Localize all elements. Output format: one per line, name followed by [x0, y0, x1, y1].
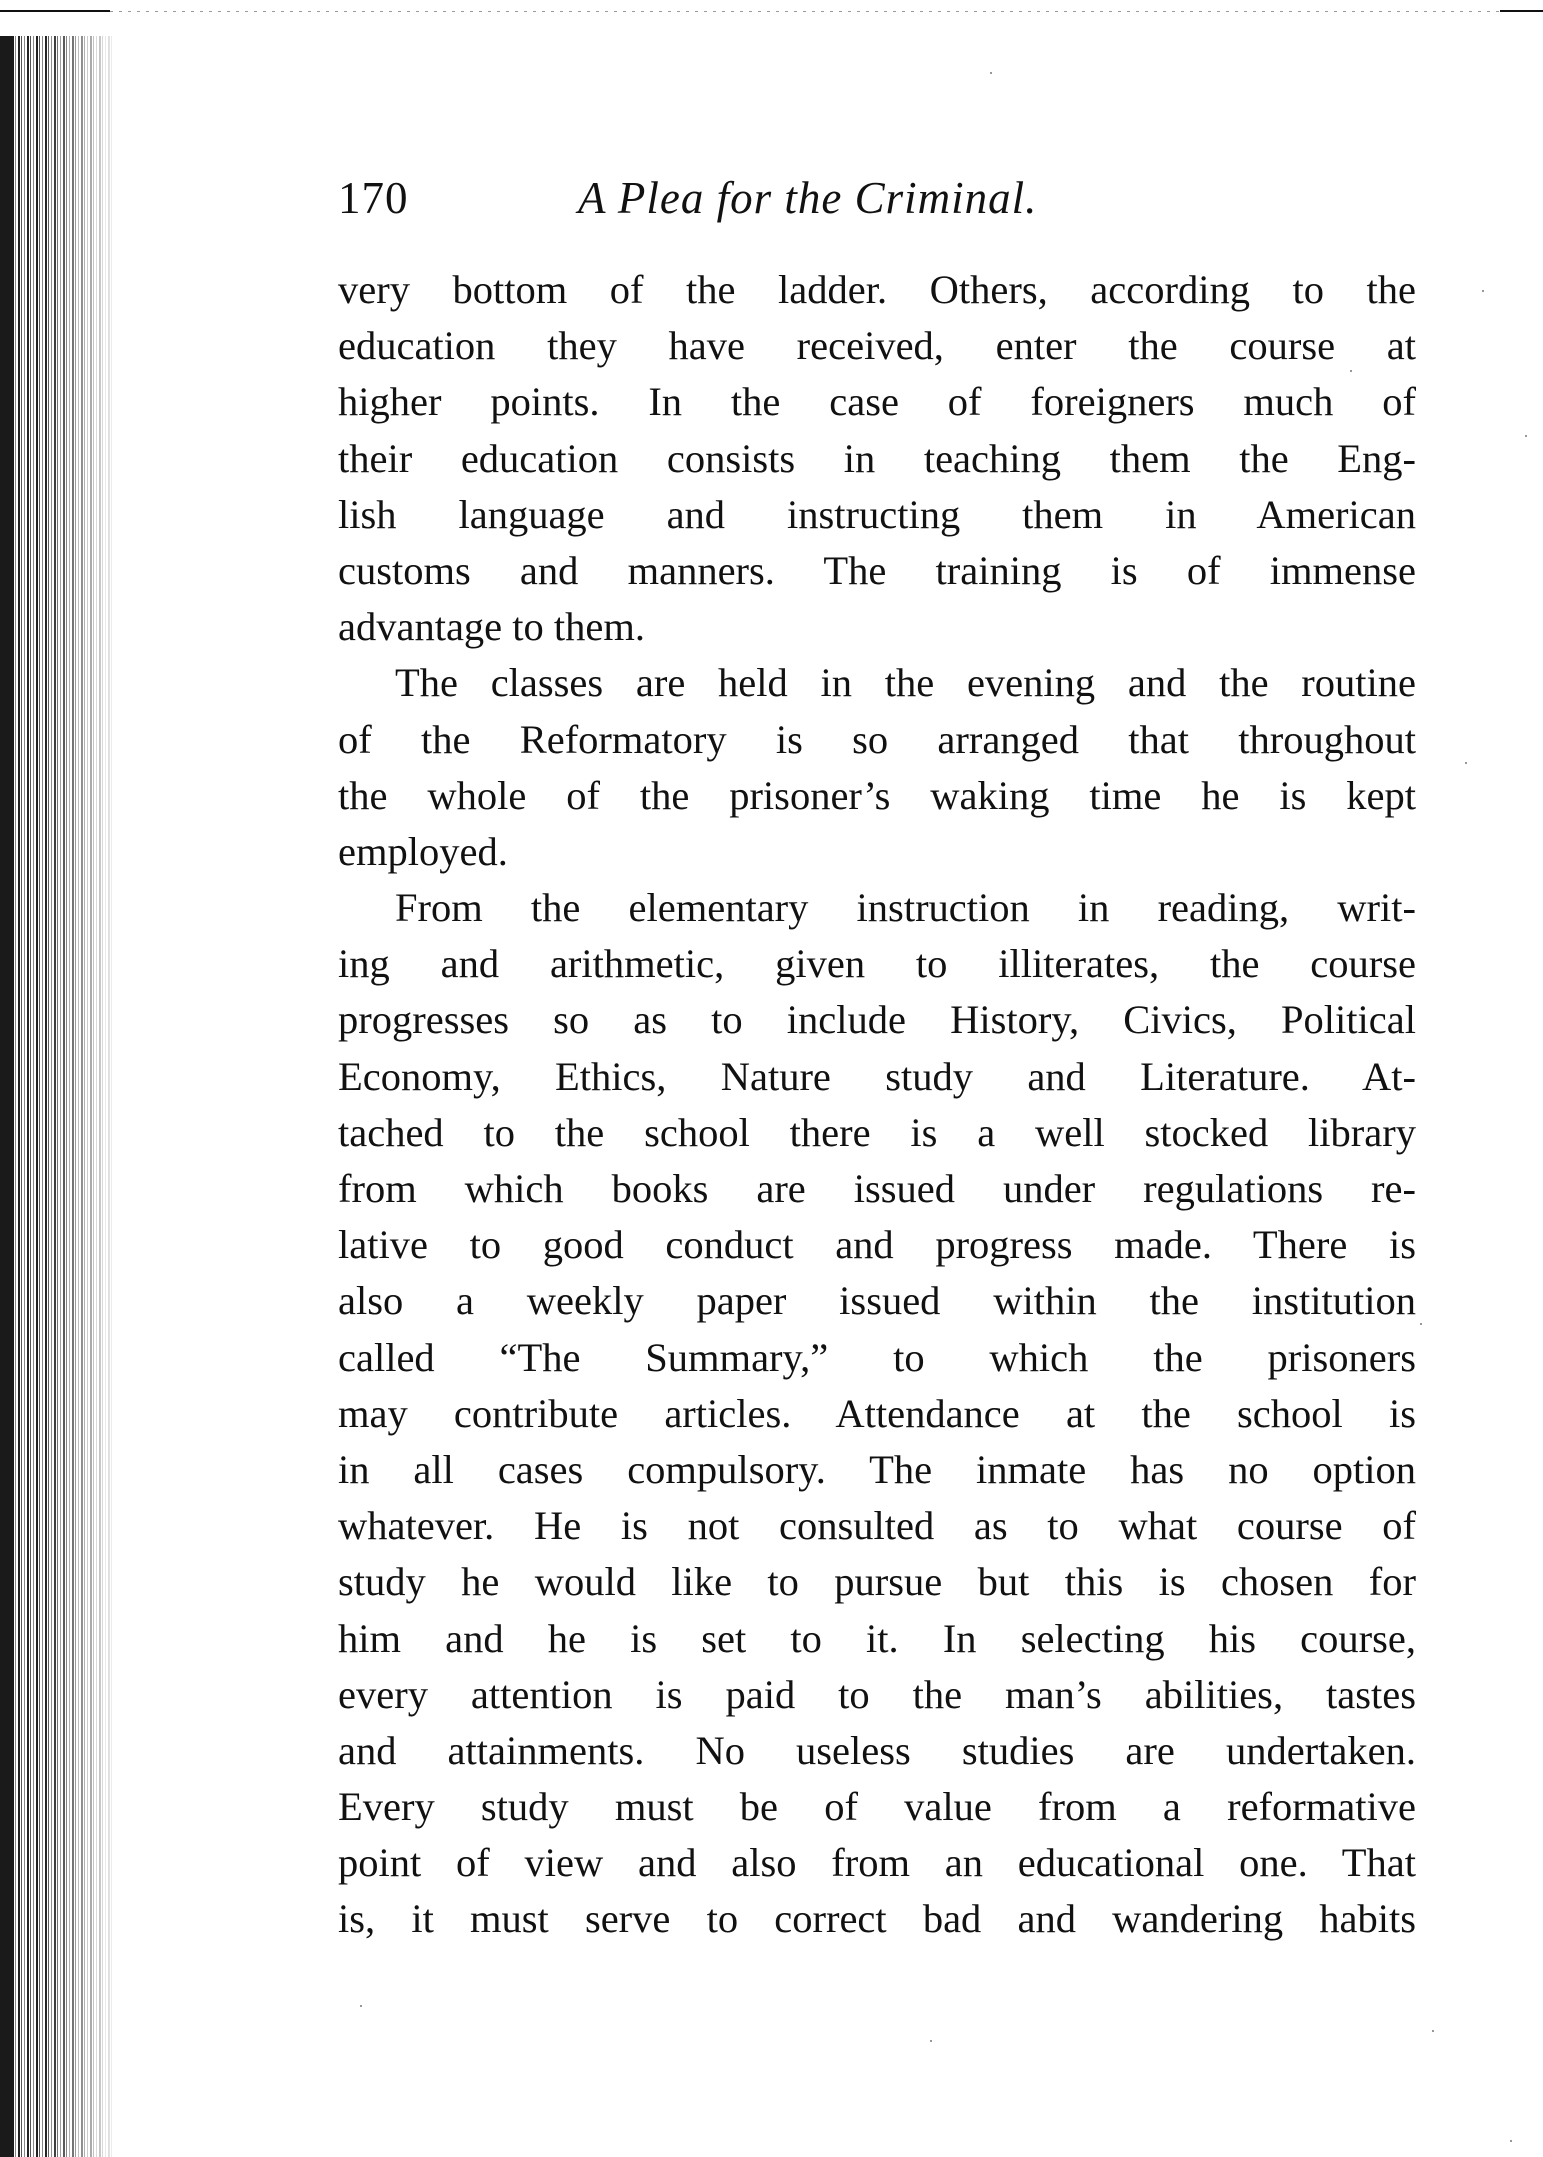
scan-speck: [1525, 435, 1527, 437]
scan-speck: [1482, 290, 1484, 292]
scan-speck: [1350, 370, 1352, 372]
text-line: point of view and also from an educational one. That: [338, 1840, 1416, 1886]
text-line: is, it must serve to correct bad and wandering habits: [338, 1896, 1416, 1942]
scan-speck: [930, 2040, 932, 2042]
text-line: every attention is paid to the man’s abilities, tastes: [338, 1671, 1416, 1717]
scan-speck: [1432, 2030, 1434, 2032]
text-line: and attainments. No useless studies are undertaken.: [338, 1727, 1416, 1773]
scan-speck: [1465, 762, 1467, 764]
page-header: [338, 172, 1418, 232]
text-line: From the elementary instruction in reading, writ-: [395, 885, 1416, 931]
text-line: Economy, Ethics, Nature study and Literature. At-: [338, 1053, 1416, 1099]
text-line: of the Reformatory is so arranged that throughout: [338, 716, 1416, 762]
scan-speck: [1510, 2140, 1512, 2142]
top-border-dots: [110, 11, 1500, 12]
text-line: very bottom of the ladder. Others, according to the: [338, 267, 1416, 312]
text-line: him and he is set to it. In selecting his course,: [338, 1615, 1416, 1661]
book-binding-edge: [0, 36, 112, 2157]
text-line: tached to the school there is a well stocked library: [338, 1109, 1416, 1155]
text-line: advantage to them.: [338, 604, 646, 650]
book-spine-shadow: [0, 36, 14, 2157]
text-line: their education consists in teaching them the Eng-: [338, 435, 1416, 481]
paragraph: [338, 262, 1416, 655]
scan-speck: [990, 72, 992, 74]
paragraph: [338, 655, 1416, 880]
text-line: lative to good conduct and progress made. There is: [338, 1222, 1416, 1268]
text-line: education they have received, enter the course at: [338, 323, 1416, 369]
text-line: progresses so as to include History, Civics, Political: [338, 997, 1416, 1043]
body-text: [338, 262, 1416, 1948]
text-line: employed.: [338, 828, 508, 874]
running-title: A Plea for the Criminal.: [578, 173, 1038, 223]
page-number: 170: [338, 173, 409, 223]
text-line: called “The Summary,” to which the prisoners: [338, 1334, 1416, 1380]
text-line: ing and arithmetic, given to illiterates, the course: [338, 941, 1416, 987]
text-line: customs and manners. The training is of immense: [338, 547, 1416, 593]
text-line: lish language and instructing them in American: [338, 491, 1416, 537]
text-line: in all cases compulsory. The inmate has no option: [338, 1446, 1416, 1492]
text-line: whatever. He is not consulted as to what course of: [338, 1503, 1416, 1549]
text-line: Every study must be of value from a reformative: [338, 1784, 1416, 1830]
scan-speck: [360, 2005, 362, 2007]
text-line: from which books are issued under regulations re-: [338, 1166, 1416, 1211]
scan-speck: [1420, 1323, 1422, 1325]
paragraph: [338, 880, 1416, 1948]
text-line: The classes are held in the evening and the routine: [395, 660, 1416, 706]
text-line: higher points. In the case of foreigners much of: [338, 379, 1416, 425]
text-line: the whole of the prisoner’s waking time he is kept: [338, 772, 1416, 818]
text-line: also a weekly paper issued within the institution: [338, 1278, 1416, 1324]
text-line: may contribute articles. Attendance at the school is: [338, 1390, 1416, 1436]
text-line: study he would like to pursue but this is chosen for: [338, 1559, 1416, 1605]
